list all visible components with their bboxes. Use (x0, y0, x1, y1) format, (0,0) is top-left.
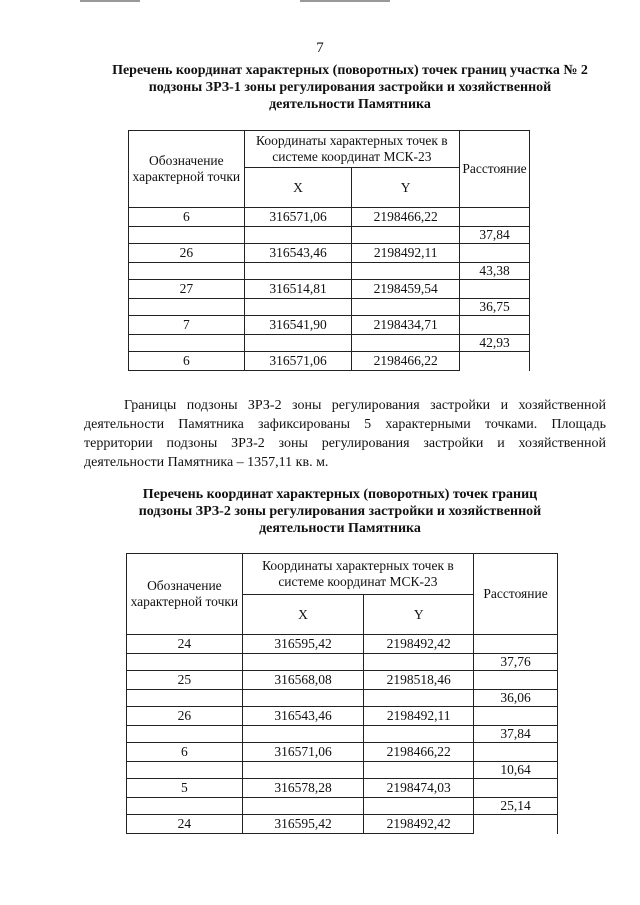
title-line: подзоны ЗРЗ-1 зоны регулирования застройки и хозяйственной (148, 80, 552, 95)
point-y: 2198434,71 (352, 316, 460, 335)
point-y: 2198492,11 (364, 707, 474, 726)
empty-cell (364, 762, 474, 779)
empty-cell (352, 335, 460, 352)
header-y: Y (352, 168, 460, 208)
point-id: 6 (127, 743, 243, 762)
header-distance: Расстояние (460, 131, 530, 208)
empty-cell (244, 263, 352, 280)
page-number: 7 (316, 40, 324, 56)
point-id: 6 (129, 208, 245, 227)
header-point: Обозначение характерной точки (129, 131, 245, 208)
point-x: 316571,06 (242, 743, 364, 762)
point-id: 24 (127, 815, 243, 834)
empty-cell (242, 690, 364, 707)
zone-description-paragraph: Границы подзоны ЗРЗ-2 зоны регулирования застройки и хозяйственной деятельности Памятника зафиксированы 5 характерными точками. Площадь территории подзоны ЗРЗ-2 зоны регулирования застройки и хозяйственной деятельности Памятника – 1357,11 кв. м. (84, 398, 606, 470)
empty-cell (352, 263, 460, 280)
point-x: 316571,06 (244, 208, 352, 227)
table-row (129, 244, 530, 263)
distance-empty (474, 671, 558, 690)
distance-row (127, 798, 558, 815)
segment-distance: 25,14 (474, 798, 558, 815)
segment-distance: 37,76 (474, 654, 558, 671)
title-line: деятельности Памятника (259, 521, 421, 536)
point-y: 2198492,11 (352, 244, 460, 263)
point-id: 7 (129, 316, 245, 335)
distance-empty (474, 815, 558, 834)
header-y: Y (364, 595, 474, 635)
point-y: 2198474,03 (364, 779, 474, 798)
segment-distance: 43,38 (460, 263, 530, 280)
point-x: 316543,46 (242, 707, 364, 726)
empty-cell (352, 227, 460, 244)
empty-cell (127, 654, 243, 671)
header-distance: Расстояние (474, 554, 558, 635)
empty-cell (364, 726, 474, 743)
point-id: 26 (127, 707, 243, 726)
table-row (129, 280, 530, 299)
title-line: подзоны ЗРЗ-2 зоны регулирования застройки и хозяйственной (138, 504, 542, 519)
point-y: 2198459,54 (352, 280, 460, 299)
distance-empty (460, 280, 530, 299)
point-x: 316568,08 (242, 671, 364, 690)
empty-cell (129, 299, 245, 316)
table-row (127, 707, 558, 726)
point-y: 2198492,42 (364, 635, 474, 654)
empty-cell (352, 299, 460, 316)
table-row (127, 815, 558, 834)
title-line: Перечень координат характерных (поворотных) точек границ (142, 487, 538, 502)
point-x: 316543,46 (244, 244, 352, 263)
empty-cell (127, 690, 243, 707)
distance-row (127, 726, 558, 743)
header-point: Обозначение характерной точки (127, 554, 243, 635)
table-row (127, 779, 558, 798)
point-id: 24 (127, 635, 243, 654)
distance-row (129, 335, 530, 352)
empty-cell (242, 654, 364, 671)
segment-distance: 10,64 (474, 762, 558, 779)
point-id: 27 (129, 280, 245, 299)
empty-cell (127, 798, 243, 815)
distance-row (129, 263, 530, 280)
empty-cell (242, 798, 364, 815)
empty-cell (242, 726, 364, 743)
title-line: Перечень координат характерных (поворотных) точек границ участка № 2 (112, 63, 588, 78)
header-coords: Координаты характерных точек в системе координат МСК-23 (244, 131, 459, 168)
segment-distance: 37,84 (474, 726, 558, 743)
empty-cell (242, 762, 364, 779)
table-row (129, 352, 530, 371)
distance-empty (474, 743, 558, 762)
point-x: 316541,90 (244, 316, 352, 335)
empty-cell (244, 335, 352, 352)
point-y: 2198492,42 (364, 815, 474, 834)
distance-row (129, 299, 530, 316)
empty-cell (364, 798, 474, 815)
title-line: деятельности Памятника (269, 97, 431, 112)
empty-cell (129, 263, 245, 280)
table-row (127, 635, 558, 654)
segment-distance: 42,93 (460, 335, 530, 352)
distance-empty (474, 779, 558, 798)
segment-distance: 36,06 (474, 690, 558, 707)
point-id: 26 (129, 244, 245, 263)
distance-row (129, 227, 530, 244)
point-id: 6 (129, 352, 245, 371)
distance-row (127, 762, 558, 779)
header-x: X (244, 168, 352, 208)
empty-cell (244, 299, 352, 316)
section1-title (70, 62, 630, 113)
distance-empty (460, 316, 530, 335)
table-row (127, 671, 558, 690)
segment-distance: 37,84 (460, 227, 530, 244)
scan-artifact-line (300, 0, 390, 2)
empty-cell (127, 762, 243, 779)
distance-empty (460, 244, 530, 263)
point-x: 316578,28 (242, 779, 364, 798)
header-coords: Координаты характерных точек в системе координат МСК-23 (242, 554, 473, 595)
empty-cell (129, 227, 245, 244)
distance-empty (474, 635, 558, 654)
point-x: 316514,81 (244, 280, 352, 299)
point-y: 2198466,22 (352, 208, 460, 227)
distance-empty (460, 208, 530, 227)
empty-cell (129, 335, 245, 352)
point-y: 2198466,22 (352, 352, 460, 371)
point-x: 316595,42 (242, 635, 364, 654)
empty-cell (244, 227, 352, 244)
table-row (129, 208, 530, 227)
point-x: 316595,42 (242, 815, 364, 834)
empty-cell (364, 690, 474, 707)
point-x: 316571,06 (244, 352, 352, 371)
empty-cell (364, 654, 474, 671)
distance-empty (474, 707, 558, 726)
distance-empty (460, 352, 530, 371)
section2-title (80, 486, 600, 537)
empty-cell (127, 726, 243, 743)
point-id: 25 (127, 671, 243, 690)
distance-row (127, 690, 558, 707)
scan-artifact-line (80, 0, 140, 2)
header-x: X (242, 595, 364, 635)
segment-distance: 36,75 (460, 299, 530, 316)
table-row (129, 316, 530, 335)
point-y: 2198466,22 (364, 743, 474, 762)
point-id: 5 (127, 779, 243, 798)
point-y: 2198518,46 (364, 671, 474, 690)
coordinates-table-1 (128, 130, 530, 371)
distance-row (127, 654, 558, 671)
table-row (127, 743, 558, 762)
coordinates-table-2 (126, 553, 558, 834)
